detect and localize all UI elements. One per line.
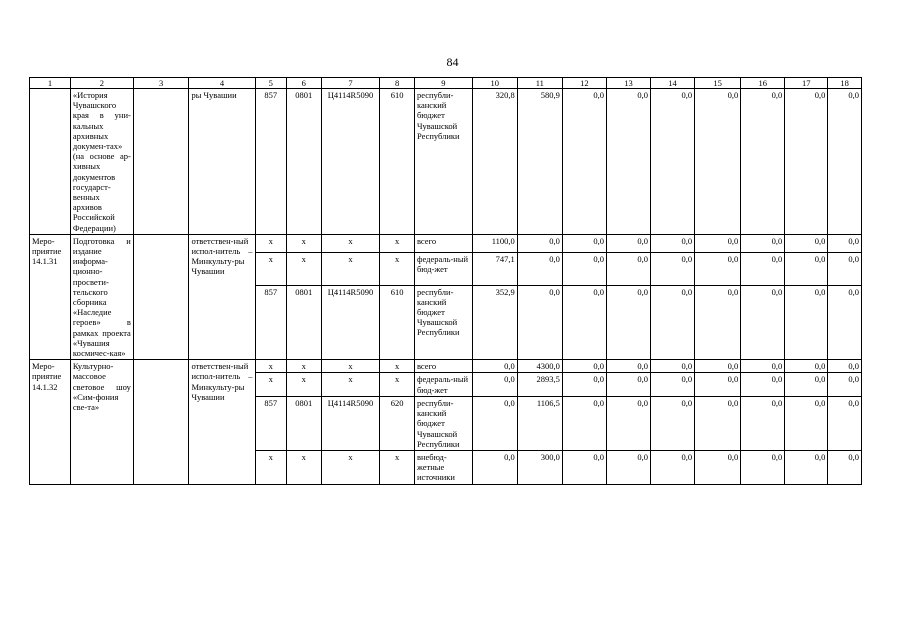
amount-cell: 0,0 (785, 285, 828, 360)
column-number-row (30, 78, 862, 89)
budget-code-cell: x (287, 360, 322, 373)
amount-cell: 320,8 (472, 89, 517, 235)
amount-cell: 0,0 (828, 360, 862, 373)
column-number: 3 (133, 78, 189, 89)
budget-code-cell: x (255, 373, 286, 396)
budget-table (29, 77, 862, 485)
amount-cell: 1100,0 (472, 234, 517, 252)
amount-cell: 0,0 (741, 285, 785, 360)
budget-code-cell: 610 (380, 89, 415, 235)
table-row (30, 89, 862, 235)
amount-cell: 0,0 (562, 285, 606, 360)
amount-cell: 0,0 (741, 360, 785, 373)
amount-cell: 0,0 (562, 89, 606, 235)
column-number: 16 (741, 78, 785, 89)
budget-code-cell: Ц4114R5090 (321, 285, 380, 360)
funding-source-cell: внебюд-жетные источники (414, 450, 472, 484)
column-number: 5 (255, 78, 286, 89)
budget-code-cell: x (287, 450, 322, 484)
amount-cell: 4300,0 (517, 360, 562, 373)
amount-cell: 0,0 (741, 89, 785, 235)
measure-id-cell: Меро-приятие 14.1.31 (30, 234, 71, 359)
amount-cell: 0,0 (785, 396, 828, 450)
amount-cell: 0,0 (472, 450, 517, 484)
budget-code-cell: x (255, 253, 286, 285)
budget-code-cell: Ц4114R5090 (321, 89, 380, 235)
budget-code-cell: x (380, 360, 415, 373)
column-number: 11 (517, 78, 562, 89)
column-number: 12 (562, 78, 606, 89)
amount-cell: 0,0 (472, 373, 517, 396)
amount-cell: 0,0 (517, 285, 562, 360)
amount-cell: 0,0 (606, 285, 650, 360)
budget-code-cell: x (255, 360, 286, 373)
budget-code-cell: x (380, 253, 415, 285)
amount-cell: 0,0 (828, 396, 862, 450)
empty-cell (133, 234, 189, 359)
funding-source-cell: всего (414, 234, 472, 252)
amount-cell: 0,0 (695, 285, 741, 360)
measure-title-cell: Культурно-массовое световое шоу «Сим-фония све-та» (70, 360, 133, 484)
budget-code-cell: 0801 (287, 89, 322, 235)
column-number: 4 (189, 78, 255, 89)
amount-cell: 0,0 (695, 253, 741, 285)
amount-cell: 0,0 (828, 89, 862, 235)
amount-cell: 0,0 (651, 234, 695, 252)
funding-source-cell: всего (414, 360, 472, 373)
amount-cell: 0,0 (517, 253, 562, 285)
column-number: 8 (380, 78, 415, 89)
budget-code-cell: 620 (380, 396, 415, 450)
amount-cell: 1106,5 (517, 396, 562, 450)
budget-code-cell: 0801 (287, 285, 322, 360)
amount-cell: 0,0 (695, 396, 741, 450)
column-number: 1 (30, 78, 71, 89)
column-number: 7 (321, 78, 380, 89)
amount-cell: 0,0 (741, 373, 785, 396)
column-number: 17 (785, 78, 828, 89)
amount-cell: 0,0 (651, 89, 695, 235)
measure-id-cell (30, 89, 71, 235)
amount-cell: 0,0 (785, 360, 828, 373)
amount-cell: 352,9 (472, 285, 517, 360)
amount-cell: 0,0 (606, 396, 650, 450)
amount-cell: 0,0 (606, 253, 650, 285)
amount-cell: 0,0 (828, 253, 862, 285)
column-number: 10 (472, 78, 517, 89)
budget-code-cell: 0801 (287, 396, 322, 450)
budget-code-cell: x (255, 450, 286, 484)
amount-cell: 0,0 (785, 253, 828, 285)
page-number: 84 (446, 55, 459, 69)
amount-cell: 0,0 (562, 450, 606, 484)
amount-cell: 0,0 (741, 253, 785, 285)
amount-cell: 0,0 (606, 373, 650, 396)
column-number: 18 (828, 78, 862, 89)
amount-cell: 0,0 (606, 234, 650, 252)
amount-cell: 0,0 (651, 396, 695, 450)
budget-code-cell: 857 (255, 89, 286, 235)
amount-cell: 0,0 (695, 234, 741, 252)
amount-cell: 0,0 (472, 360, 517, 373)
amount-cell: 0,0 (651, 253, 695, 285)
table-row (30, 234, 862, 252)
column-number: 15 (695, 78, 741, 89)
column-number: 6 (287, 78, 322, 89)
amount-cell: 0,0 (741, 450, 785, 484)
budget-code-cell: x (321, 450, 380, 484)
budget-code-cell: x (321, 253, 380, 285)
measure-title-cell: «История Чувашского края в уни-кальных архивных докумен-тах» (на основе ар-хивных документов государст-венных архивов Российской Федерации) (70, 89, 133, 235)
amount-cell: 0,0 (562, 253, 606, 285)
amount-cell: 0,0 (785, 373, 828, 396)
budget-code-cell: 610 (380, 285, 415, 360)
column-number: 9 (414, 78, 472, 89)
amount-cell: 0,0 (651, 360, 695, 373)
amount-cell: 747,1 (472, 253, 517, 285)
amount-cell: 0,0 (828, 450, 862, 484)
budget-code-cell: x (287, 373, 322, 396)
budget-code-cell: Ц4114R5090 (321, 396, 380, 450)
table-row (30, 360, 862, 373)
amount-cell: 0,0 (695, 89, 741, 235)
budget-code-cell: x (321, 234, 380, 252)
amount-cell: 0,0 (651, 373, 695, 396)
measure-id-cell: Меро-приятие 14.1.32 (30, 360, 71, 484)
budget-code-cell: 857 (255, 396, 286, 450)
measure-title-cell: Подготовка и издание информа-ционно-просвети-тельского сборника «Наследие героев» в рамках проекта «Чувашия космичес-кая» (70, 234, 133, 359)
amount-cell: 0,0 (785, 450, 828, 484)
column-number: 2 (70, 78, 133, 89)
amount-cell: 0,0 (562, 234, 606, 252)
amount-cell: 0,0 (695, 360, 741, 373)
funding-source-cell: республи-канский бюджет Чувашской Республики (414, 285, 472, 360)
amount-cell: 0,0 (606, 89, 650, 235)
amount-cell: 0,0 (517, 234, 562, 252)
amount-cell: 580,9 (517, 89, 562, 235)
executor-cell: ответствен-ный испол-нитель – Минкульту-ры Чувашии (189, 360, 255, 484)
funding-source-cell: федераль-ный бюд-жет (414, 253, 472, 285)
amount-cell: 0,0 (562, 360, 606, 373)
column-number: 14 (651, 78, 695, 89)
amount-cell: 0,0 (606, 360, 650, 373)
amount-cell: 2893,5 (517, 373, 562, 396)
funding-source-cell: республи-канский бюджет Чувашской Республики (414, 89, 472, 235)
amount-cell: 300,0 (517, 450, 562, 484)
funding-source-cell: республи-канский бюджет Чувашской Республики (414, 396, 472, 450)
funding-source-cell: федераль-ный бюд-жет (414, 373, 472, 396)
budget-code-cell: x (380, 373, 415, 396)
amount-cell: 0,0 (828, 285, 862, 360)
amount-cell: 0,0 (562, 373, 606, 396)
amount-cell: 0,0 (828, 234, 862, 252)
budget-code-cell: x (255, 234, 286, 252)
empty-cell (133, 89, 189, 235)
executor-cell: ответствен-ный испол-нитель – Минкульту-ры Чувашии (189, 234, 255, 359)
budget-code-cell: x (287, 253, 322, 285)
budget-code-cell: 857 (255, 285, 286, 360)
budget-code-cell: x (321, 360, 380, 373)
amount-cell: 0,0 (651, 285, 695, 360)
amount-cell: 0,0 (741, 234, 785, 252)
amount-cell: 0,0 (695, 450, 741, 484)
amount-cell: 0,0 (562, 396, 606, 450)
amount-cell: 0,0 (695, 373, 741, 396)
executor-cell: ры Чувашии (189, 89, 255, 235)
budget-code-cell: x (380, 450, 415, 484)
empty-cell (133, 360, 189, 484)
budget-code-cell: x (380, 234, 415, 252)
amount-cell: 0,0 (651, 450, 695, 484)
amount-cell: 0,0 (785, 234, 828, 252)
amount-cell: 0,0 (472, 396, 517, 450)
amount-cell: 0,0 (741, 396, 785, 450)
amount-cell: 0,0 (828, 373, 862, 396)
budget-code-cell: x (321, 373, 380, 396)
amount-cell: 0,0 (785, 89, 828, 235)
budget-code-cell: x (287, 234, 322, 252)
column-number: 13 (606, 78, 650, 89)
amount-cell: 0,0 (606, 450, 650, 484)
